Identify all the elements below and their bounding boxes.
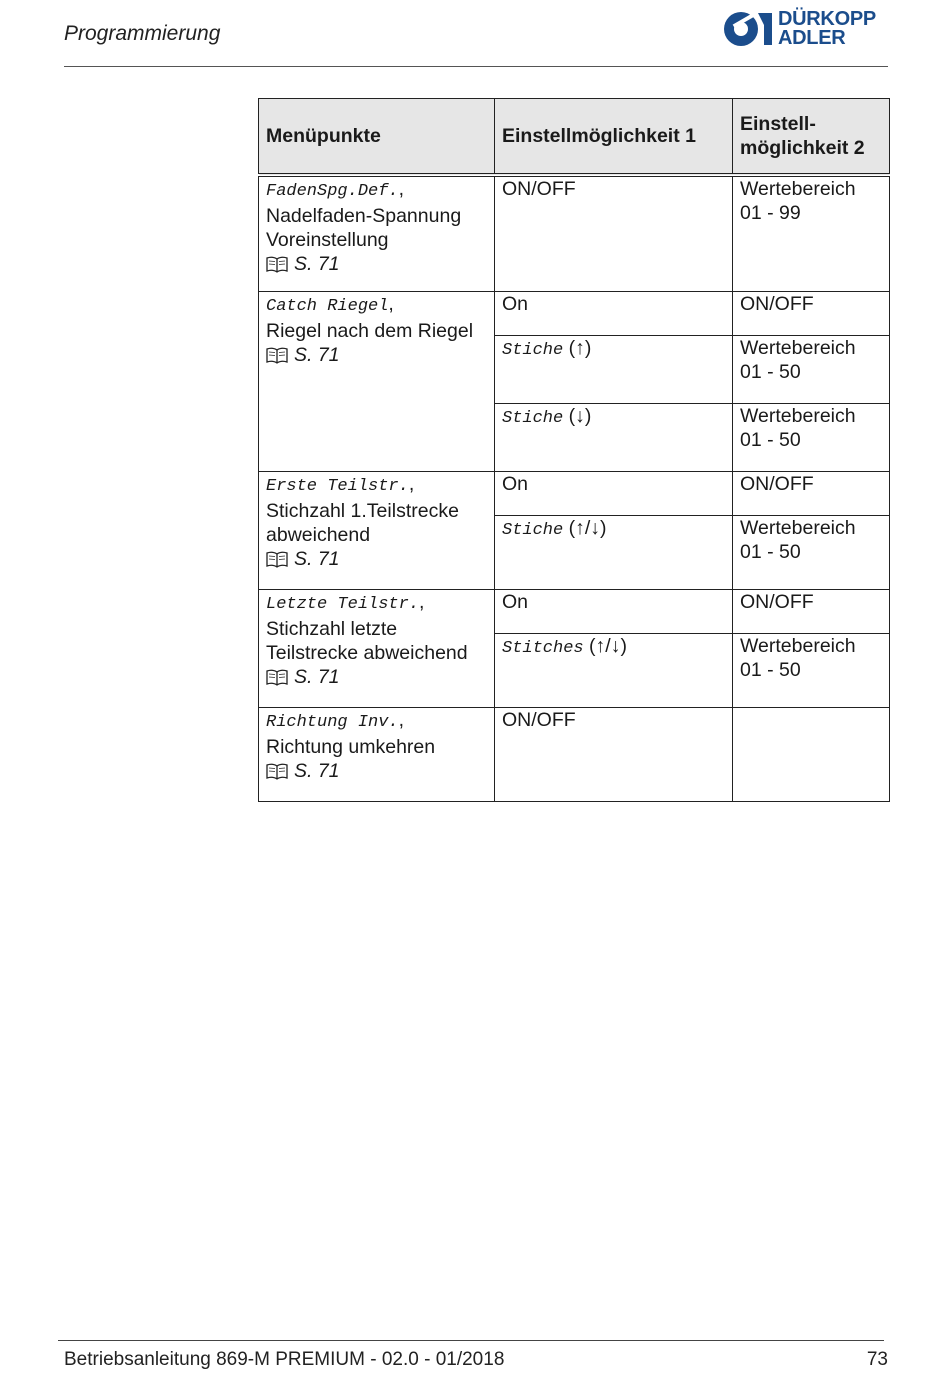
page-reference: S. 71: [294, 665, 340, 688]
menu-item-cell: Letzte Teilstr., Stichzahl letzte Teilstrecke abweichend S. 71: [259, 589, 495, 707]
table-row: [259, 589, 890, 633]
menu-item-cell: Richtung Inv., Richtung umkehren S. 71: [259, 707, 495, 801]
page-number: 73: [866, 1349, 888, 1370]
option-1-value: On: [502, 472, 529, 495]
menu-description-line: Richtung umkehren: [266, 735, 436, 758]
table-header-row: [259, 99, 890, 176]
option-1-cell: [495, 335, 733, 403]
option-1-cell: [495, 515, 733, 589]
column-header-option-1: Einstellmöglichkeit 1: [495, 99, 733, 176]
menu-item-cell: Erste Teilstr., Stichzahl 1.Teilstrecke abweichend S. 71: [259, 471, 495, 589]
menu-description-line: Teilstrecke abweichend: [266, 641, 468, 664]
option-1-cell: [495, 403, 733, 471]
header-rule: [64, 66, 888, 67]
menu-code: Richtung Inv.: [266, 712, 399, 732]
menu-description-line: Nadelfaden-Spannung: [266, 205, 462, 227]
option-1-arrow: (↑/↓): [568, 516, 607, 539]
option-2-cell: [733, 707, 890, 801]
option-1-value: On: [502, 292, 529, 315]
logo-line-1: DÜRKOPP: [778, 8, 876, 30]
logo-text: [778, 10, 876, 48]
table-row: [259, 471, 890, 515]
section-title: Programmierung: [64, 22, 221, 45]
option-1-arrow: (↑/↓): [589, 634, 627, 657]
book-reference-icon: [266, 550, 288, 568]
menu-code: FadenSpg.Def.: [266, 182, 399, 201]
option-2-cell: Wertebereich 01 - 50: [733, 335, 890, 403]
option-1-code: Stiche: [502, 340, 564, 360]
book-reference-icon: [266, 255, 288, 273]
page-reference: S. 71: [294, 759, 340, 782]
option-1-value: ON/OFF: [502, 708, 576, 731]
option-1-cell: [495, 589, 733, 633]
option-1-value: ON/OFF: [502, 178, 576, 200]
option-2-cell: Wertebereich 01 - 99: [733, 175, 890, 291]
book-reference-icon: [266, 668, 288, 686]
option-2-cell: ON/OFF: [733, 291, 890, 335]
option-1-value: On: [502, 590, 529, 613]
menu-item-cell: Catch Riegel, Riegel nach dem Riegel S. 71: [259, 291, 495, 471]
menu-settings-table: [258, 98, 890, 802]
option-1-code: Stiche: [502, 520, 564, 540]
page-reference: S. 71: [294, 547, 340, 570]
menu-description-line: Voreinstellung: [266, 229, 389, 251]
menu-description-line: Stichzahl letzte: [266, 617, 398, 640]
option-2-cell: ON/OFF: [733, 589, 890, 633]
option-1-arrow: (↑): [568, 336, 592, 359]
logo-line-2: ADLER: [778, 27, 846, 49]
book-reference-icon: [266, 346, 288, 364]
menu-code: Letzte Teilstr.: [266, 594, 420, 614]
option-2-cell: Wertebereich 01 - 50: [733, 515, 890, 589]
option-1-arrow: (↓): [568, 404, 592, 427]
menu-code: Erste Teilstr.: [266, 476, 409, 496]
footer-rule: [58, 1340, 884, 1341]
menu-description-line: Riegel nach dem Riegel: [266, 319, 474, 342]
book-reference-icon: [266, 762, 288, 780]
menu-description-line: abweichend: [266, 523, 371, 546]
page-reference: S. 71: [294, 343, 340, 366]
column-header-option-2: Einstell- möglichkeit 2: [733, 99, 890, 176]
option-2-cell: Wertebereich 01 - 50: [733, 403, 890, 471]
menu-code: Catch Riegel: [266, 296, 389, 316]
column-header-menu-items: Menüpunkte: [259, 99, 495, 176]
option-1-cell: [495, 633, 733, 707]
table-row: [259, 707, 890, 801]
option-1-code: Stiche: [502, 408, 564, 428]
option-1-cell: [495, 707, 733, 801]
table-row: [259, 291, 890, 335]
option-2-cell: Wertebereich 01 - 50: [733, 633, 890, 707]
brand-logo: [722, 8, 876, 50]
menu-item-cell: FadenSpg.Def., Nadelfaden-Spannung Voreinstellung S. 71: [259, 175, 495, 291]
option-1-cell: [495, 291, 733, 335]
duerkopp-adler-logo-icon: [722, 9, 774, 49]
table-row: [259, 175, 890, 291]
page-reference: S. 71: [294, 253, 340, 275]
option-1-code: Stitches: [502, 638, 584, 658]
footer-document-title: Betriebsanleitung 869-M PREMIUM - 02.0 - 01/2018: [64, 1349, 505, 1370]
option-2-cell: ON/OFF: [733, 471, 890, 515]
option-1-cell: [495, 175, 733, 291]
menu-description-line: Stichzahl 1.Teilstrecke: [266, 499, 459, 522]
option-1-cell: [495, 471, 733, 515]
